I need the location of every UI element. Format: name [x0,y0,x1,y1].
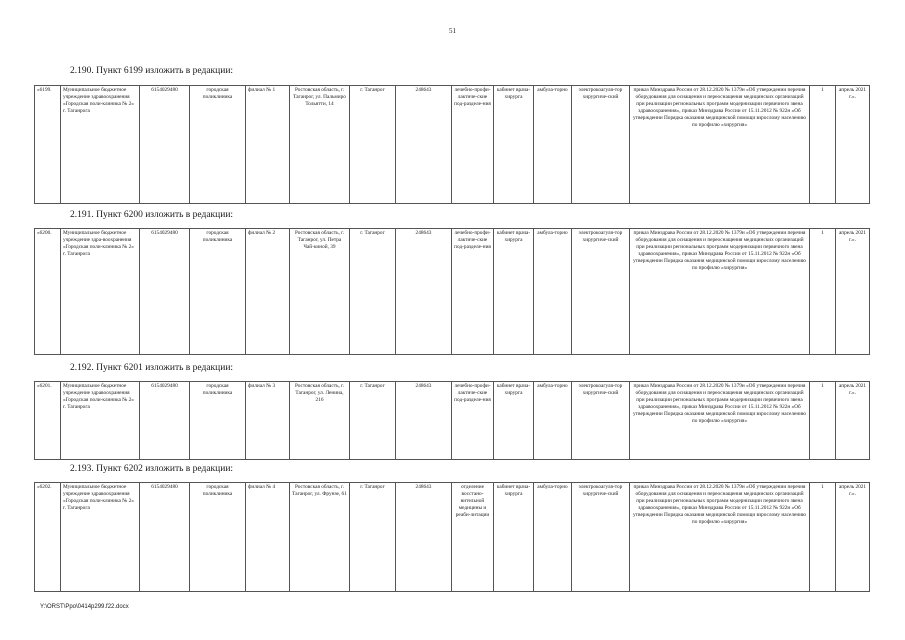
cell-city: г. Таганрог [350,382,396,460]
cell-address: Ростовская область, г. Таганрог, ул. Петра Чай-киной, 39 [290,229,350,355]
footer-file-path: Y:\ORST\Ppo\0414p299.f22.docx [40,604,129,610]
table-row [35,382,870,460]
section-heading: 2.190. Пункт 6199 изложить в редакции: [70,66,234,76]
table-row [35,86,870,204]
equipment-table [34,228,870,355]
cell-type: городская поликлиника [190,382,246,460]
cell-address: Ростовская область, г. Таганрог, ул. Ленина, 216 [290,382,350,460]
equipment-table [34,482,870,592]
cell-org: Муниципальное бюджетное учреждение здра-воохранения «Городская поли-клиника № 2» г. Таганрога [61,229,140,355]
cell-branch: филиал № 1 [246,86,290,204]
cell-inn: 6154029480 [140,483,190,592]
cell-inn: 6154029480 [140,229,190,355]
cell-city: г. Таганрог [350,229,396,355]
table-row [35,229,870,355]
cell-branch: филиал № 2 [246,229,290,355]
cell-order: приказ Минздрава России от 28.12.2020 № 1379н «Об утверждении перечня оборудования для оснащения и переоснащения медицинских организаций при реализации региональных программ модернизации первичного звена здравоохранения», приказ Минздрава России от 15.11.2012 № 922н «Об утверждении Порядка оказания медицинской помощи взрослому населению по профилю «хирургия» [630,382,810,460]
equipment-table [34,381,870,460]
cell-equipment: электрокоагуля-тор хирургиче-ский [572,483,630,592]
cell-unit: лечебно-профи-лактиче-ские под-разделе-ния [452,229,494,355]
cell-room: кабинет врача-хирурга [494,86,534,204]
cell-order: приказ Минздрава России от 28.12.2020 № 1379н «Об утверждении перечня оборудования для оснащения и переоснащения медицинских организаций при реализации региональных программ модернизации первичного звена здравоохранения», приказ Минздрава России от 15.11.2012 № 922н «Об утверждении Порядка оказания медицинской помощи взрослому населению по профилю «хирургия» [630,229,810,355]
cell-num: «6202. [35,483,61,592]
cell-unit: отделение восстано-вительной медицины и реаби-литации [452,483,494,592]
cell-code: 248643 [396,382,452,460]
cell-city: г. Таганрог [350,86,396,204]
cell-unit: лечебно-профи-лактиче-ские под-разделе-ния [452,86,494,204]
cell-num: «6200. [35,229,61,355]
cell-branch: филиал № 4 [246,483,290,592]
cell-date: апрель 2021 г.». [836,86,870,204]
cell-address: Ростовская область, г. Таганрог, ул. Пальмиро Тольятти, 14 [290,86,350,204]
section-heading: 2.193. Пункт 6202 изложить в редакции: [70,464,234,474]
cell-type: городская поликлиника [190,483,246,592]
cell-org: Муниципальное бюджетное учреждение здравоохранения «Городская поли-клиника № 2» г. Таганрога [61,483,140,592]
cell-qty: 1 [810,382,836,460]
cell-inn: 6154029480 [140,86,190,204]
cell-mode: амбула-торно [534,382,572,460]
cell-city: г. Таганрог [350,483,396,592]
cell-branch: филиал № 3 [246,382,290,460]
cell-equipment: электрокоагуля-тор хирургиче-ский [572,229,630,355]
cell-mode: амбула-торно [534,229,572,355]
cell-qty: 1 [810,229,836,355]
cell-inn: 6154029480 [140,382,190,460]
section-heading: 2.192. Пункт 6201 изложить в редакции: [70,363,234,373]
cell-org: Муниципальное бюджетное учреждение здравоохранения «Городская поли-клиника № 2» г. Таганрога [61,86,140,204]
cell-qty: 1 [810,483,836,592]
cell-type: городская поликлиника [190,229,246,355]
cell-type: городская поликлиника [190,86,246,204]
cell-mode: амбула-торно [534,483,572,592]
cell-address: Ростовская область, г. Таганрог, ул. Фрунзе, 61 [290,483,350,592]
cell-order: приказ Минздрава России от 28.12.2020 № 1379н «Об утверждении перечня оборудования для оснащения и переоснащения медицинских организаций при реализации региональных программ модернизации первичного звена здравоохранения», приказ Минздрава России от 15.11.2012 № 922н «Об утверждении Порядка оказания медицинской помощи взрослому населению по профилю «хирургия» [630,483,810,592]
cell-equipment: электрокоагуля-тор хирургиче-ский [572,86,630,204]
cell-num: «6199. [35,86,61,204]
cell-qty: 1 [810,86,836,204]
cell-date: апрель 2021 г.». [836,382,870,460]
cell-code: 248643 [396,86,452,204]
cell-room: кабинет врача-хирурга [494,229,534,355]
cell-code: 248643 [396,483,452,592]
cell-num: «6201. [35,382,61,460]
equipment-table [34,85,870,204]
cell-org: Муниципальное бюджетное учреждение здравоохранения «Городская поли-клиника № 2» г. Таганрога [61,382,140,460]
section-heading: 2.191. Пункт 6200 изложить в редакции: [70,210,234,220]
page-number: 51 [449,27,456,35]
cell-order: приказ Минздрава России от 28.12.2020 № 1379н «Об утверждении перечня оборудования для оснащения и переоснащения медицинских организаций при реализации региональных программ модернизации первичного звена здравоохранения», приказ Минздрава России от 15.11.2012 № 922н «Об утверждении Порядка оказания медицинской помощи взрослому населению по профилю «хирургия» [630,86,810,204]
cell-equipment: электрокоагуля-тор хирургиче-ский [572,382,630,460]
cell-room: кабинет врача-хирурга [494,382,534,460]
cell-date: апрель 2021 г.». [836,229,870,355]
cell-room: кабинет врача-хирурга [494,483,534,592]
cell-unit: лечебно-профи-лактиче-ские под-разделе-ния [452,382,494,460]
table-row [35,483,870,592]
cell-date: апрель 2021 г.». [836,483,870,592]
cell-code: 248643 [396,229,452,355]
cell-mode: амбула-торно [534,86,572,204]
